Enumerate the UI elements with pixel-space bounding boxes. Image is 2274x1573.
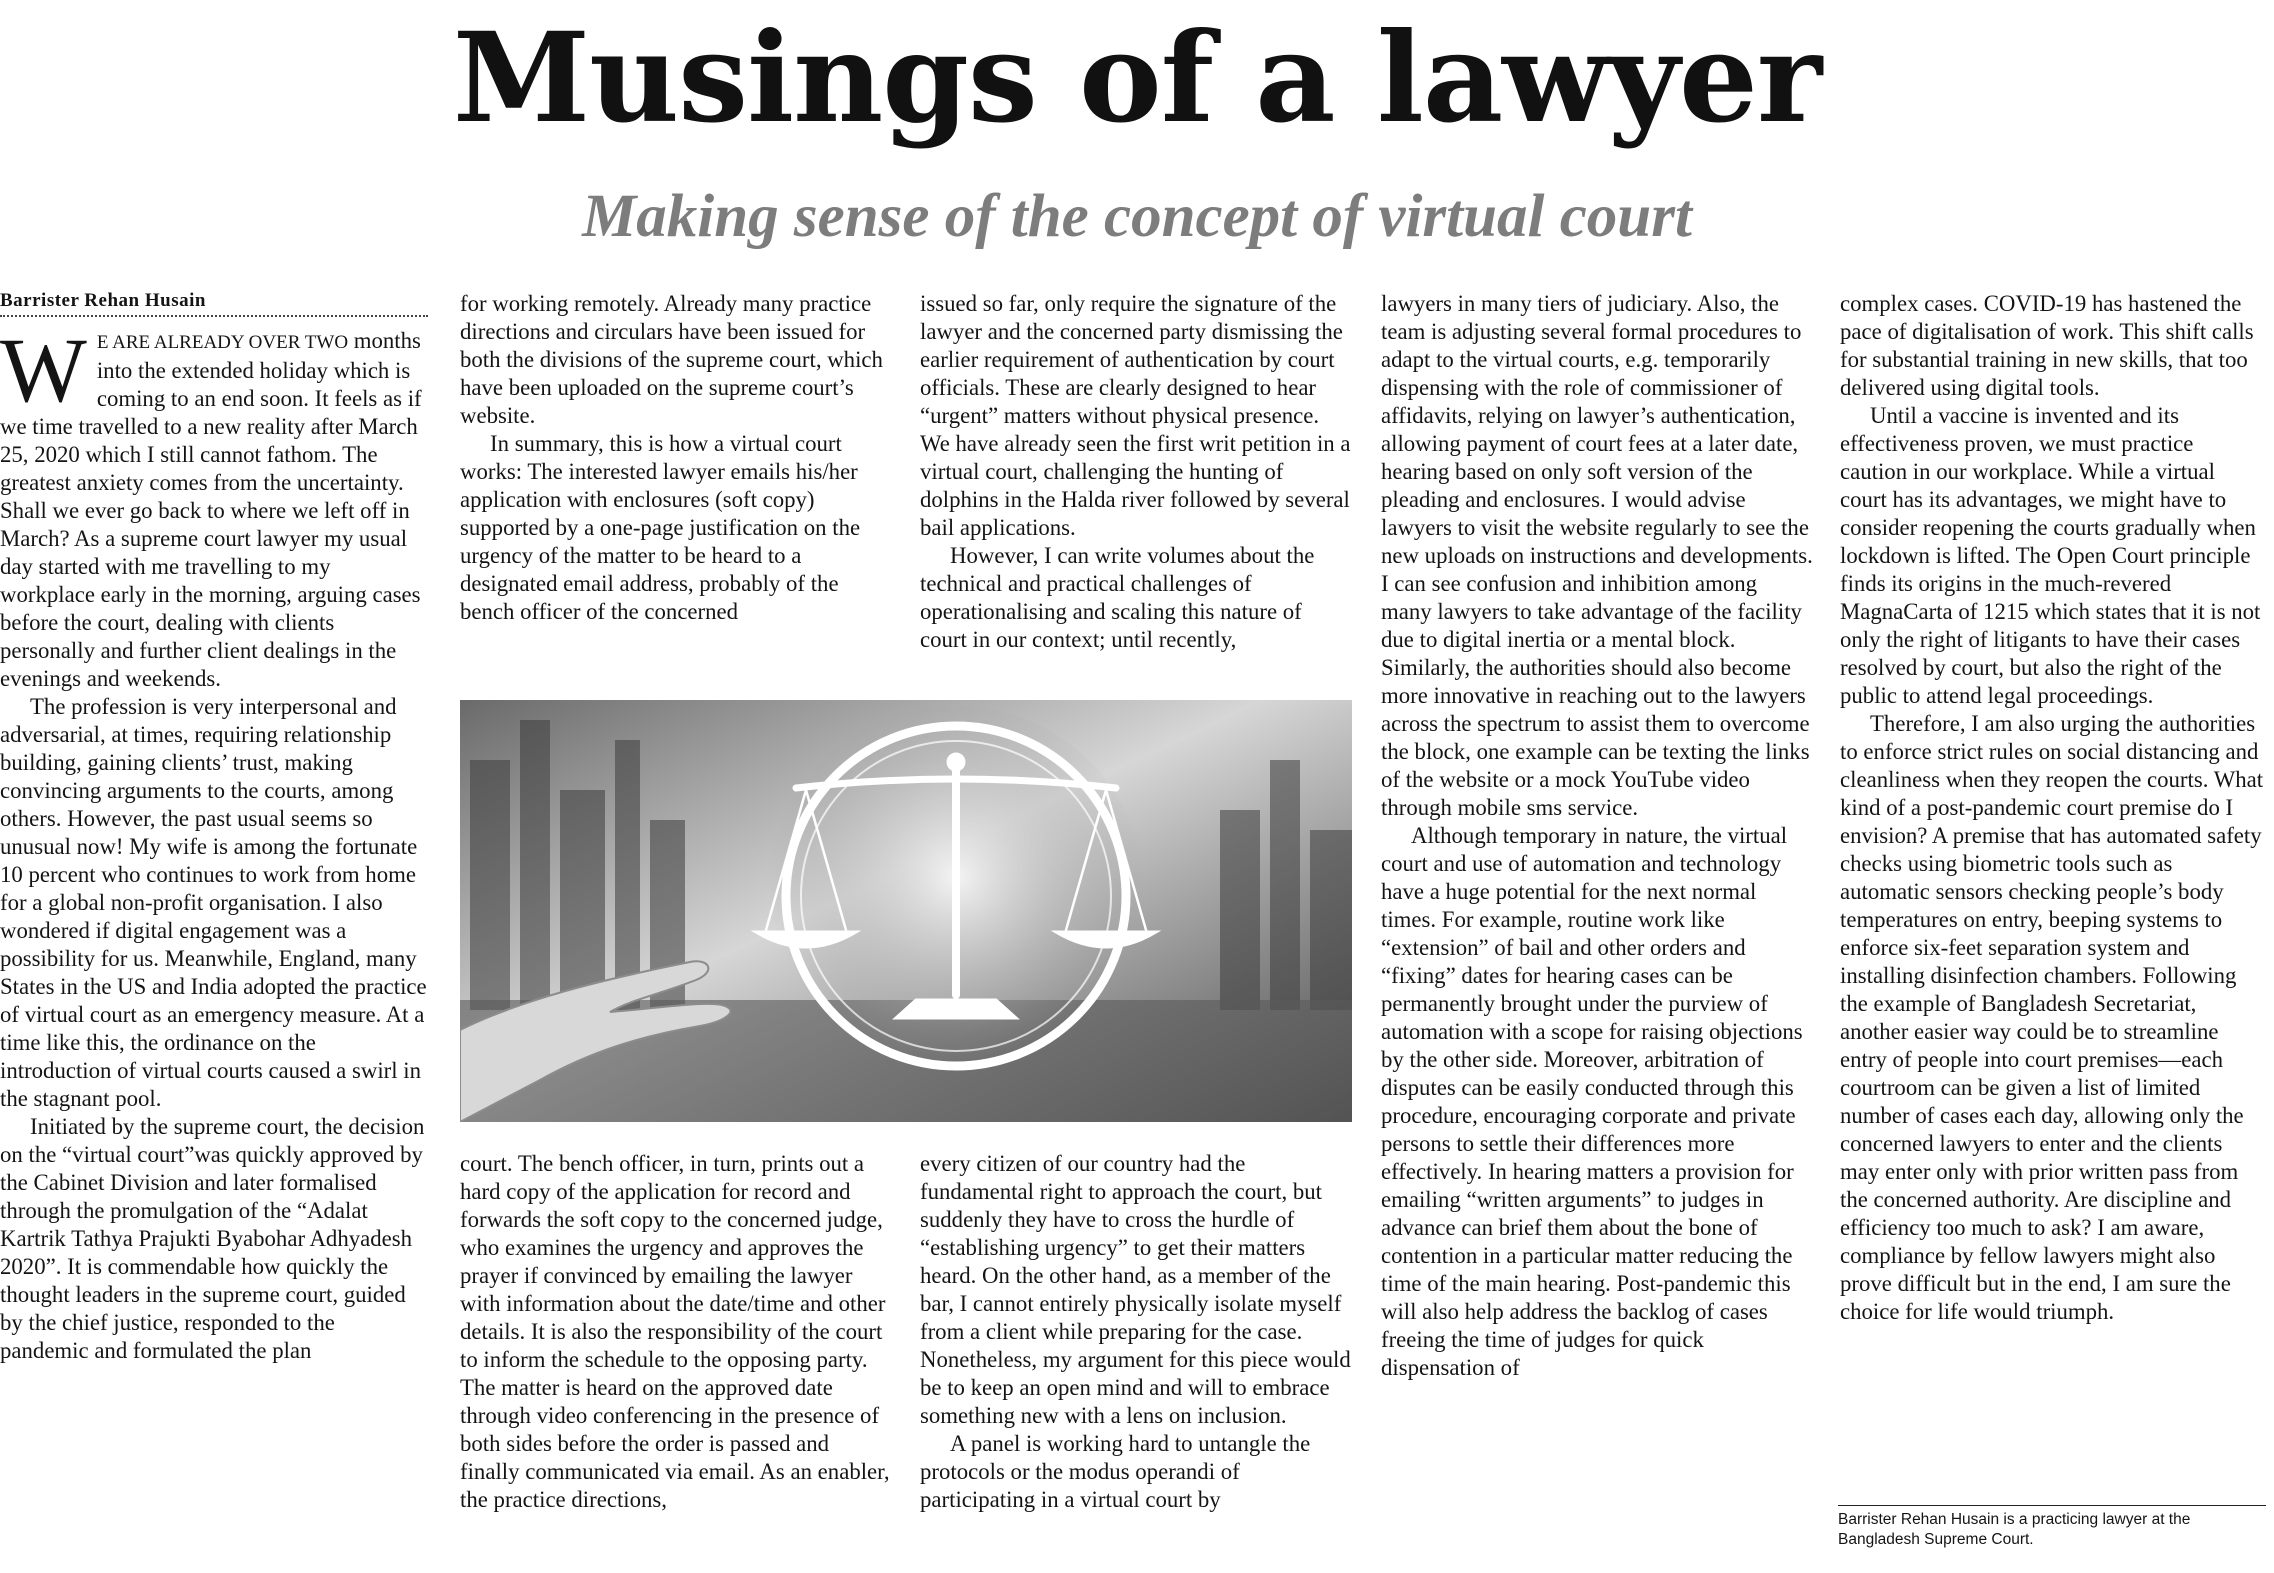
- article-column-2-top: [460, 290, 892, 692]
- paragraph-text: months into the extended holiday which is coming to an end soon. It feels as if we time travelled to a new reality after March 25, 2020 which I still cannot fathom. The greatest anxiety comes from the uncertainty. Shall we ever go back to where we left off in March? As a supreme court lawyer my usual day started with me travelling to my workplace early in the morning, arguing cases before the court, dealing with clients personally and further client dealings in the evenings and weekends.: [0, 328, 422, 691]
- paragraph: A panel is working hard to untangle the protocols or the modus operandi of participating in a virtual court by: [920, 1431, 1311, 1512]
- article-column-2-bottom: [460, 1150, 892, 1573]
- paragraph: Initiated by the supreme court, the decision on the “virtual court”was quickly approved by the Cabinet Division and later formalised through the promulgation of the “Adalat Kartrik Tathya Prajukti Byabohar Adhyadesh 2020”. It is commendable how quickly the thought leaders in the supreme court, guided by the chief justice, responded to the pandemic and formulated the plan: [0, 1114, 425, 1363]
- paragraph: However, I can write volumes about the technical and practical challenges of operationalising and scaling this nature of court in our context; until recently,: [920, 543, 1315, 652]
- drop-cap: W: [0, 319, 87, 421]
- author-footnote: Barrister Rehan Husain is a practicing lawyer at the Bangladesh Supreme Court.: [1838, 1505, 2266, 1550]
- paragraph: complex cases. COVID-19 has hastened the pace of digitalisation of work. This shift calls for substantial training in new skills, that too delivered using digital tools.: [1840, 291, 2254, 400]
- article-column-3-top: [920, 290, 1352, 692]
- paragraph: lawyers in many tiers of judiciary. Also, the team is adjusting several formal procedures to adapt to the virtual courts, e.g. temporarily dispensing with the role of commissioner of affidavits, relying on lawyer’s authentication, allowing payment of court fees at a later date, hearing based on only soft version of the pleading and enclosures. I would advise lawyers to visit the website regularly to see the new uploads on instructions and developments. I can see confusion and inhibition among many lawyers to take advantage of the facility due to digital inertia or a mental block. Similarly, the authorities should also become more innovative in reaching out to the lawyers across the spectrum to assist them to overcome the block, one example can be texting the links of the website or a mock YouTube video through mobile sms service.: [1381, 291, 1813, 820]
- article-column-4: [1381, 290, 1813, 1573]
- scales-of-justice-photo: [460, 700, 1352, 1122]
- byline: Barrister Rehan Husain: [0, 288, 428, 317]
- paragraph: The profession is very interpersonal and adversarial, at times, requiring relationship building, gaining clients’ trust, making convincing arguments to the courts, among others. However, the past usual seems so unusual now! My wife is among the fortunate 10 percent who continues to work from home for a global non-profit organisation. I also wondered if digital engagement was a possibility for us. Meanwhile, England, many States in the US and India adopted the practice of virtual court as an emergency measure. At a time like this, the ordinance on the introduction of virtual courts caused a swirl in the stagnant pool.: [0, 694, 427, 1111]
- paragraph: In summary, this is how a virtual court works: The interested lawyer emails his/her application with enclosures (soft copy) supported by a one-page justification on the urgency of the matter to be heard to a designated email address, probably of the bench officer of the concerned: [460, 431, 861, 624]
- paragraph: issued so far, only require the signature of the lawyer and the concerned party dismissing the earlier requirement of authentication by court officials. These are clearly designed to hear “urgent” matters without physical presence. We have already seen the first writ petition in a virtual court, challenging the hunting of dolphins in the Halda river followed by several bail applications.: [920, 291, 1351, 540]
- paragraph: court. The bench officer, in turn, prints out a hard copy of the application for record and forwards the soft copy to the concerned judge, who examines the urgency and approves the prayer if convinced by emailing the lawyer with information about the date/time and other details. It is also the responsibility of the court to inform the schedule to the opposing party. The matter is heard on the approved date through video conferencing in the presence of both sides before the order is passed and finally communicated via email. As an enabler, the practice directions,: [460, 1151, 890, 1512]
- paragraph: Although temporary in nature, the virtual court and use of automation and technology have a huge potential for the next normal times. For example, routine work like “extension” of bail and other orders and “fixing” dates for hearing cases can be permanently brought under the purview of automation with a scope for raising objections by the other side. Moreover, arbitration of disputes can be easily conducted through this procedure, encouraging corporate and private persons to settle their differences more effectively. In hearing matters a provision for emailing “written arguments” to judges in advance can brief them about the bone of contention in a particular matter reducing the time of the main hearing. Post-pandemic this will also help address the backlog of cases freeing the time of judges for quick dispensation of: [1381, 823, 1803, 1380]
- article-column-3-bottom: [920, 1150, 1352, 1573]
- lead-in-text: E ARE ALREADY OVER TWO: [96, 332, 349, 353]
- paragraph: Therefore, I am also urging the authorities to enforce strict rules on social distancing and cleanliness when they reopen the courts. What kind of a post-pandemic court premise do I envision? A premise that has automated safety checks using biometric tools such as automatic sensors checking people’s body temperatures on entry, beeping systems to enforce six-feet separation system and installing disinfection chambers. Following the example of Bangladesh Secretariat, another easier way could be to streamline entry of people into court premises—each courtroom can be given a list of limited number of cases each day, allowing only the concerned lawyers to enter and the clients may enter only with prior written pass from the concerned authority. Are discipline and efficiency too much to ask? I am aware, compliance by fellow lawyers might also prove difficult but in the end, I am sure the choice for life would triumph.: [1840, 711, 2264, 1324]
- scales-of-justice-icon: [460, 700, 1352, 1122]
- article-column-5: [1840, 290, 2266, 1495]
- headline: Musings of a lawyer: [452, 6, 1822, 151]
- paragraph: every citizen of our country had the fundamental right to approach the court, but suddenly they have to cross the hurdle of “establishing urgency” to get their matters heard. On the other hand, as a member of the bar, I cannot entirely physically isolate myself from a client while preparing for the case. Nonetheless, my argument for this piece would be to keep an open mind and will to embrace something new with a lens on inclusion.: [920, 1151, 1351, 1428]
- paragraph: for working remotely. Already many practice directions and circulars have been issued for both the divisions of the supreme court, which have been uploaded on the supreme court’s website.: [460, 291, 883, 428]
- lead-paragraph: [0, 319, 428, 693]
- article-column-1: [0, 288, 428, 1573]
- subheadline: Making sense of the concept of virtual court: [582, 183, 1692, 250]
- paragraph: Until a vaccine is invented and its effectiveness proven, we must practice caution in our workplace. While a virtual court has its advantages, we might have to consider reopening the courts gradually when lockdown is lifted. The Open Court principle finds its origins in the much-revered MagnaCarta of 1215 which states that it is not only the right of litigants to have their cases resolved by court, but also the right of the public to attend legal proceedings.: [1840, 403, 2261, 708]
